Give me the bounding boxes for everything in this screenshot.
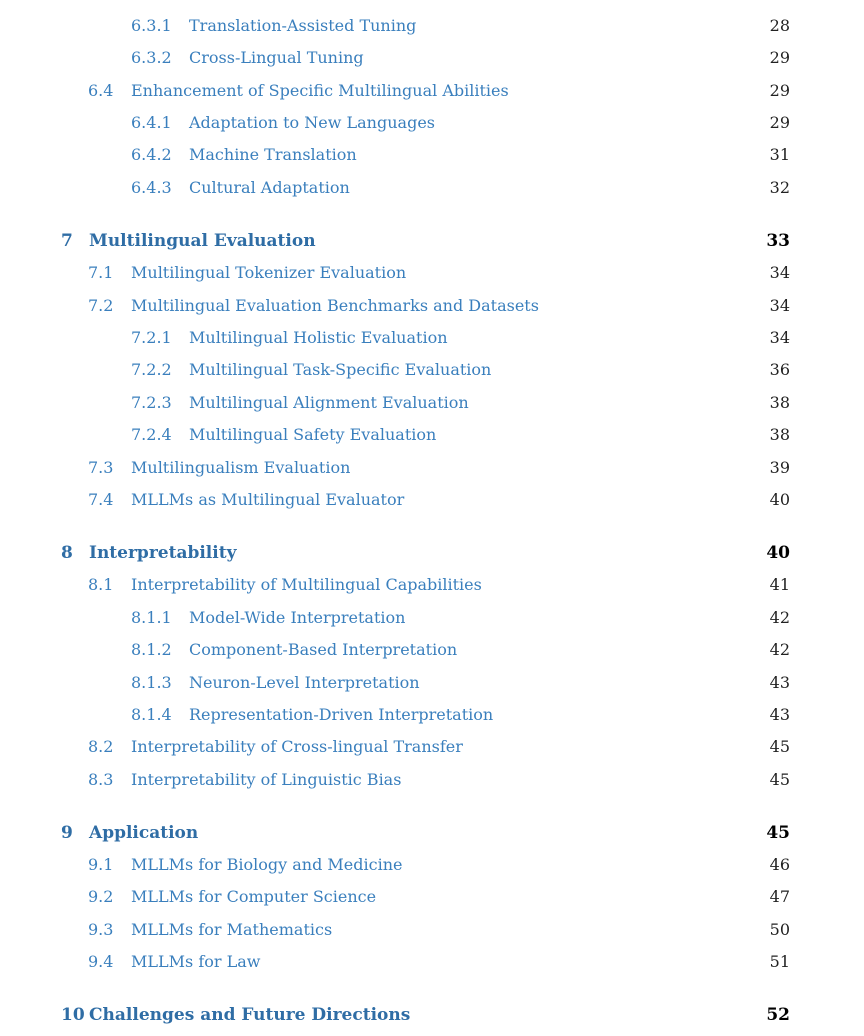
toc-entry-page-number[interactable]: 47 <box>769 887 790 906</box>
toc-chapter-entry[interactable] <box>0 539 864 567</box>
toc-section-entry[interactable] <box>0 259 864 287</box>
toc-entry-title[interactable]: Multilingual Task-Specific Evaluation <box>189 360 492 379</box>
toc-entry-page-number[interactable]: 32 <box>769 178 790 197</box>
toc-entry-title[interactable]: Multilingual Holistic Evaluation <box>189 328 448 347</box>
toc-entry-page-number[interactable]: 41 <box>769 575 790 594</box>
toc-entry-title[interactable]: Neuron-Level Interpretation <box>189 673 420 692</box>
toc-section-entry[interactable] <box>0 324 864 352</box>
toc-entry-number[interactable]: 9.1 <box>88 855 114 874</box>
toc-entry-title[interactable]: Multilingualism Evaluation <box>131 458 351 477</box>
toc-entry-page-number[interactable]: 40 <box>766 543 790 563</box>
toc-entry-title[interactable]: Multilingual Safety Evaluation <box>189 425 437 444</box>
toc-entry-title[interactable]: Representation-Driven Interpretation <box>189 705 494 724</box>
toc-chapter-entry[interactable] <box>0 1001 864 1029</box>
toc-entry-number[interactable]: 8.1.3 <box>131 673 172 692</box>
toc-entry-number[interactable]: 8.2 <box>88 737 114 756</box>
toc-entry-number[interactable]: 7.2.1 <box>131 328 172 347</box>
toc-entry-title[interactable]: Cultural Adaptation <box>189 178 350 197</box>
toc-entry-number[interactable]: 7.2.3 <box>131 393 172 412</box>
toc-entry-number[interactable]: 8.1.4 <box>131 705 172 724</box>
toc-entry-number[interactable]: 6.4.1 <box>131 113 172 132</box>
toc-entry-number[interactable]: 6.4 <box>88 81 114 100</box>
toc-entry-title[interactable]: Adaptation to New Languages <box>189 113 435 132</box>
toc-entry-page-number[interactable]: 28 <box>769 16 790 35</box>
toc-entry-title[interactable]: Multilingual Evaluation Benchmarks and Datasets <box>131 296 539 315</box>
toc-entry-page-number[interactable]: 42 <box>769 608 790 627</box>
toc-section-entry[interactable] <box>0 421 864 449</box>
toc-entry-title[interactable]: MLLMs as Multilingual Evaluator <box>131 490 405 509</box>
toc-entry-page-number[interactable]: 29 <box>769 113 790 132</box>
toc-entry-page-number[interactable]: 42 <box>769 640 790 659</box>
toc-entry-number[interactable]: 8 <box>61 543 73 563</box>
toc-section-entry[interactable] <box>0 636 864 664</box>
toc-entry-page-number[interactable]: 36 <box>769 360 790 379</box>
toc-entry-title[interactable]: MLLMs for Law <box>131 952 261 971</box>
toc-entry-page-number[interactable]: 31 <box>769 145 790 164</box>
toc-section-entry[interactable] <box>0 766 864 794</box>
toc-entry-number[interactable]: 9.4 <box>88 952 114 971</box>
toc-entry-number[interactable]: 9.3 <box>88 920 114 939</box>
toc-section-entry[interactable] <box>0 701 864 729</box>
toc-entry-page-number[interactable]: 29 <box>769 48 790 67</box>
toc-entry-title[interactable]: Application <box>89 823 199 843</box>
toc-entry-number[interactable]: 7 <box>61 231 73 251</box>
toc-entry-number[interactable]: 9 <box>61 823 73 843</box>
toc-entry-page-number[interactable]: 38 <box>769 393 790 412</box>
toc-chapter-entry[interactable] <box>0 227 864 255</box>
toc-entry-number[interactable]: 10 <box>61 1005 85 1025</box>
toc-entry-title[interactable]: Enhancement of Specific Multilingual Abilities <box>131 81 509 100</box>
toc-section-entry[interactable] <box>0 486 864 514</box>
toc-entry-number[interactable]: 6.4.3 <box>131 178 172 197</box>
toc-entry-title[interactable]: Model-Wide Interpretation <box>189 608 406 627</box>
toc-entry-page-number[interactable]: 46 <box>769 855 790 874</box>
toc-entry-number[interactable]: 7.2.4 <box>131 425 172 444</box>
toc-section-entry[interactable] <box>0 292 864 320</box>
toc-chapter-entry[interactable] <box>0 819 864 847</box>
toc-section-entry[interactable] <box>0 669 864 697</box>
toc-entry-number[interactable]: 6.3.1 <box>131 16 172 35</box>
toc-entry-number[interactable]: 8.1.1 <box>131 608 172 627</box>
toc-entry-number[interactable]: 8.1 <box>88 575 114 594</box>
toc-entry-number[interactable]: 6.3.2 <box>131 48 172 67</box>
toc-entry-number[interactable]: 6.4.2 <box>131 145 172 164</box>
toc-section-entry[interactable] <box>0 851 864 879</box>
toc-entry-page-number[interactable]: 45 <box>766 823 790 843</box>
toc-entry-title[interactable]: Challenges and Future Directions <box>89 1005 411 1025</box>
toc-entry-page-number[interactable]: 34 <box>769 328 790 347</box>
toc-entry-title[interactable]: Multilingual Tokenizer Evaluation <box>131 263 407 282</box>
toc-entry-number[interactable]: 8.3 <box>88 770 114 789</box>
toc-entry-page-number[interactable]: 33 <box>766 231 790 251</box>
toc-entry-title[interactable]: Interpretability of Linguistic Bias <box>131 770 402 789</box>
toc-section-entry[interactable] <box>0 916 864 944</box>
toc-entry-page-number[interactable]: 43 <box>769 705 790 724</box>
toc-entry-title[interactable]: Translation-Assisted Tuning <box>189 16 417 35</box>
toc-section-entry[interactable] <box>0 733 864 761</box>
toc-section-entry[interactable] <box>0 948 864 976</box>
toc-entry-page-number[interactable]: 43 <box>769 673 790 692</box>
toc-entry-title[interactable]: Cross-Lingual Tuning <box>189 48 364 67</box>
toc-section-entry[interactable] <box>0 571 864 599</box>
toc-entry-page-number[interactable]: 45 <box>769 770 790 789</box>
toc-entry-page-number[interactable]: 34 <box>769 296 790 315</box>
toc-entry-number[interactable]: 9.2 <box>88 887 114 906</box>
toc-entry-title[interactable]: Interpretability of Multilingual Capabilities <box>131 575 482 594</box>
toc-entry-number[interactable]: 7.3 <box>88 458 114 477</box>
toc-section-entry[interactable] <box>0 883 864 911</box>
toc-entry-title[interactable]: MLLMs for Mathematics <box>131 920 333 939</box>
toc-entry-page-number[interactable]: 40 <box>769 490 790 509</box>
toc-section-entry[interactable] <box>0 44 864 72</box>
toc-entry-page-number[interactable]: 34 <box>769 263 790 282</box>
toc-entry-page-number[interactable]: 50 <box>769 920 790 939</box>
toc-entry-number[interactable]: 7.4 <box>88 490 114 509</box>
toc-section-entry[interactable] <box>0 141 864 169</box>
toc-entry-title[interactable]: MLLMs for Biology and Medicine <box>131 855 403 874</box>
toc-entry-page-number[interactable]: 45 <box>769 737 790 756</box>
toc-entry-page-number[interactable]: 52 <box>766 1005 790 1025</box>
toc-entry-number[interactable]: 7.1 <box>88 263 114 282</box>
toc-entry-page-number[interactable]: 51 <box>769 952 790 971</box>
toc-entry-number[interactable]: 7.2.2 <box>131 360 172 379</box>
toc-entry-page-number[interactable]: 39 <box>769 458 790 477</box>
toc-entry-title[interactable]: Machine Translation <box>189 145 357 164</box>
toc-section-entry[interactable] <box>0 454 864 482</box>
toc-section-entry[interactable] <box>0 12 864 40</box>
toc-section-entry[interactable] <box>0 77 864 105</box>
toc-entry-title[interactable]: MLLMs for Computer Science <box>131 887 377 906</box>
toc-entry-title[interactable]: Interpretability of Cross-lingual Transfer <box>131 737 463 756</box>
toc-entry-number[interactable]: 7.2 <box>88 296 114 315</box>
toc-entry-title[interactable]: Multilingual Evaluation <box>89 231 316 251</box>
toc-entry-page-number[interactable]: 38 <box>769 425 790 444</box>
toc-entry-number[interactable]: 8.1.2 <box>131 640 172 659</box>
toc-section-entry[interactable] <box>0 174 864 202</box>
toc-section-entry[interactable] <box>0 109 864 137</box>
toc-section-entry[interactable] <box>0 604 864 632</box>
toc-entry-page-number[interactable]: 29 <box>769 81 790 100</box>
toc-entry-title[interactable]: Interpretability <box>89 543 237 563</box>
toc-entry-title[interactable]: Multilingual Alignment Evaluation <box>189 393 469 412</box>
toc-entry-title[interactable]: Component-Based Interpretation <box>189 640 458 659</box>
toc-section-entry[interactable] <box>0 356 864 384</box>
toc-section-entry[interactable] <box>0 389 864 417</box>
